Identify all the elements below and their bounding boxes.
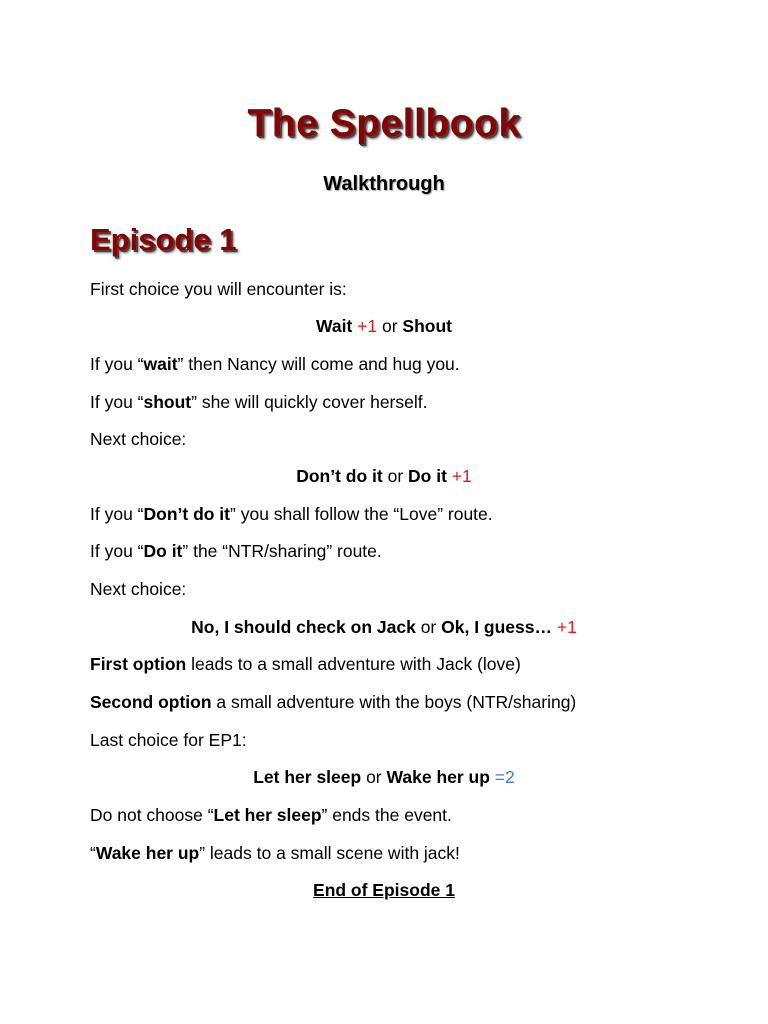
outcome-second-option-keyword: Second option [90,692,212,712]
next-choice-2 [90,577,186,601]
last-choice-text: Last choice for EP1: [90,730,247,750]
choice-2 [0,464,768,488]
choice-2-option-a: Don’t do it [296,466,383,486]
outcome-second-option [90,690,576,714]
outcome-wait-text: ” then Nancy will come and hug you. [177,354,460,374]
choice-3-option-b: Ok, I guess… [441,617,552,637]
outcome-wake-her-up-keyword: Wake her up [95,843,200,863]
outcome-second-option-text: a small adventure with the boys (NTR/sharing) [211,692,577,712]
choice-2-or: or [387,466,404,486]
outcome-do-it-text: ” the “NTR/sharing” route. [182,541,382,561]
intro-line [90,277,347,301]
outcome-first-option-text: leads to a small adventure with Jack (love) [186,654,521,674]
outcome-dont-do-it-text: ” you shall follow the “Love” route. [230,504,493,524]
episode-heading: Episode 1 [90,222,237,257]
document-subtitle: Walkthrough [323,173,445,195]
choice-2-points: +1 [451,466,472,486]
outcome-do-it-keyword: Do it [143,541,183,561]
outcome-shout-text: ” she will quickly cover herself. [191,392,428,412]
outcome-dont-do-it-prefix: If you “ [90,504,144,524]
end-of-episode [0,878,768,902]
next-choice-1 [90,427,186,451]
choice-1-or: or [381,316,398,336]
choice-3-option-a: No, I should check on Jack [191,617,416,637]
choice-3-or: or [420,617,437,637]
outcome-let-her-sleep-text: ” ends the event. [321,805,452,825]
choice-1-option-b: Shout [402,316,452,336]
choice-1-points: +1 [357,316,378,336]
outcome-do-it-prefix: If you “ [90,541,144,561]
outcome-wake-her-up-text: ” leads to a small scene with jack! [199,843,460,863]
outcome-let-her-sleep-prefix: Do not choose “ [90,805,214,825]
outcome-first-option [90,652,521,676]
choice-4 [0,765,768,789]
outcome-shout-keyword: shout [143,392,192,412]
choice-4-option-b: Wake her up [386,767,490,787]
outcome-let-her-sleep [90,803,452,827]
outcome-wait-keyword: wait [143,354,178,374]
intro-text: First choice you will encounter is: [90,279,347,299]
outcome-shout-prefix: If you “ [90,392,144,412]
choice-4-or: or [366,767,382,787]
outcome-wake-her-up-prefix: “ [90,843,96,863]
outcome-dont-do-it-keyword: Don’t do it [143,504,231,524]
choice-3-points: +1 [556,617,577,637]
outcome-first-option-keyword: First option [90,654,187,674]
outcome-dont-do-it [90,502,493,526]
outcome-let-her-sleep-keyword: Let her sleep [213,805,322,825]
choice-2-option-b: Do it [408,466,447,486]
choice-1-option-a: Wait [315,316,353,336]
choice-3 [0,615,768,639]
outcome-wait [90,352,460,376]
outcome-wait-prefix: If you “ [90,354,144,374]
document-title: The Spellbook [247,102,521,145]
choice-4-option-a: Let her sleep [253,767,362,787]
outcome-do-it [90,539,382,563]
outcome-shout [90,390,427,414]
choice-1 [0,314,768,338]
next-choice-1-text: Next choice: [90,429,187,449]
end-of-episode-text: End of Episode 1 [313,880,455,900]
last-choice-label [90,728,247,752]
next-choice-2-text: Next choice: [90,579,187,599]
outcome-wake-her-up [90,841,460,865]
choice-4-points: =2 [494,767,515,787]
